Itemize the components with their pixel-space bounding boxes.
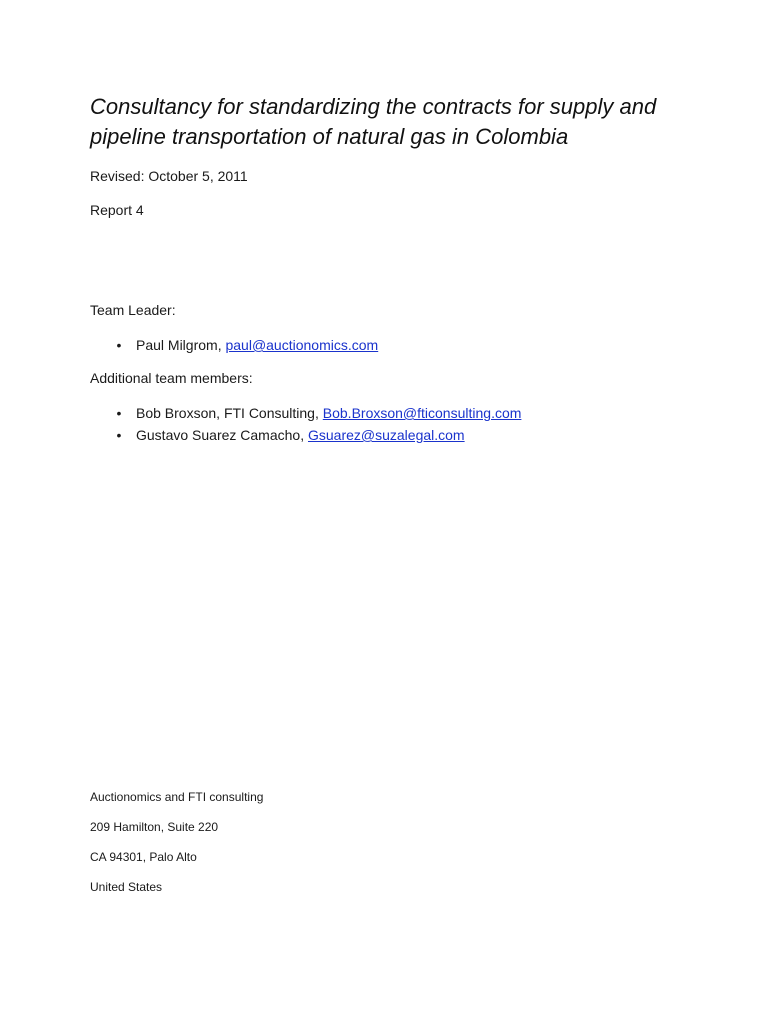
revised-date: Revised: October 5, 2011 [90,168,248,184]
bullet-icon: • [116,337,122,353]
address-line-3: CA 94301, Palo Alto [90,850,197,864]
title-line-1: Consultancy for standardizing the contracts for supply and [90,94,657,119]
title-line-2: pipeline transportation of natural gas in Colombia [90,124,569,149]
report-number: Report 4 [90,202,144,218]
email-link[interactable]: Bob.Broxson@fticonsulting.com [322,405,522,421]
email-link[interactable]: paul@auctionomics.com [225,337,379,353]
list-item [114,334,378,356]
member-name: Gustavo Suarez Camacho, [136,427,308,443]
additional-team-label: Additional team members: [90,370,253,386]
email-link[interactable]: Gsuarez@suzalegal.com [307,427,465,443]
address-line-4: United States [90,880,163,894]
team-leader-list [114,334,378,356]
additional-team-list [114,402,521,446]
bullet-icon: • [116,405,122,421]
address-line-2: 209 Hamilton, Suite 220 [90,820,219,834]
list-item [114,424,521,446]
member-name: Paul Milgrom, [136,337,226,353]
bullet-icon: • [116,427,122,443]
document-title [90,92,730,152]
address-line-1: Auctionomics and FTI consulting [90,790,264,804]
team-leader-label: Team Leader: [90,302,176,318]
member-name: Bob Broxson, FTI Consulting, [136,405,323,421]
list-item [114,402,521,424]
